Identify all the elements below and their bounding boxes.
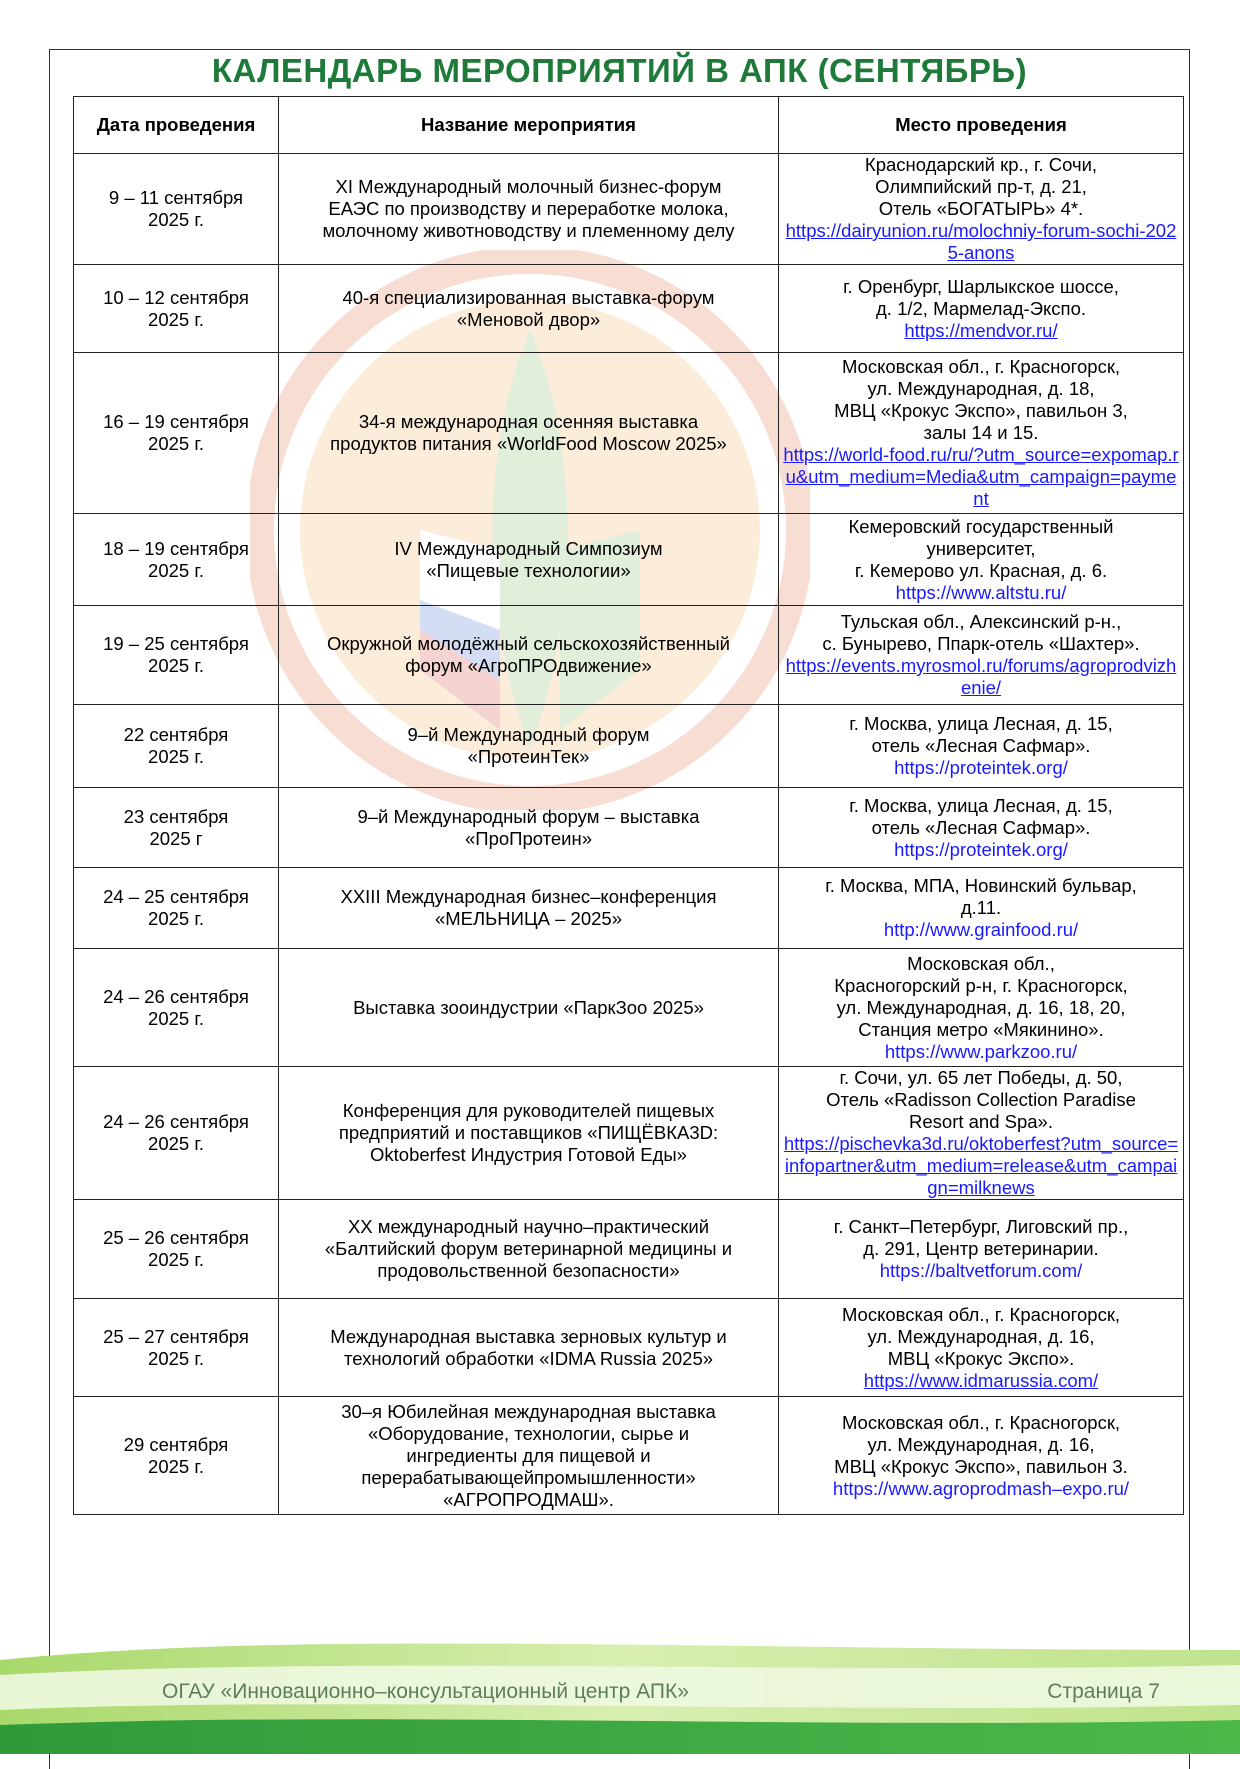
- event-name: 9–й Международный форум – выставка «ПроПротеин»: [279, 788, 779, 868]
- event-link[interactable]: https://www.agroprodmash–expo.ru/: [832, 1477, 1130, 1499]
- event-date: 24 – 26 сентября 2025 г.: [74, 1067, 279, 1200]
- event-link[interactable]: https://www.parkzoo.ru/: [884, 1040, 1078, 1062]
- table-row: [74, 1397, 1184, 1515]
- event-name: Конференция для руководителей пищевых предприятий и поставщиков «ПИЩЁВКА3D: Oktoberfest Индустрия Готовой Еды»: [279, 1067, 779, 1200]
- event-name: XX международный научно–практический «Балтийский форум ветеринарной медицины и продовольственной безопасности»: [279, 1200, 779, 1299]
- table-row: [74, 154, 1184, 265]
- event-name: Международная выставка зерновых культур и технологий обработки «IDMA Russia 2025»: [279, 1299, 779, 1397]
- event-link[interactable]: https://pischevka3d.ru/oktoberfest?utm_source=infopartner&utm_medium=release&utm_campaign=milknews: [783, 1133, 1179, 1198]
- event-date: 22 сентября 2025 г.: [74, 705, 279, 788]
- event-link[interactable]: https://world-food.ru/ru/?utm_source=expomap.ru&utm_medium=Media&utm_campaign=payment: [783, 444, 1179, 509]
- event-date: 9 – 11 сентября 2025 г.: [74, 154, 279, 265]
- event-name: Окружной молодёжный сельскохозяйственный форум «АгроПРОдвижение»: [279, 606, 779, 705]
- footer-page-number: Страница 7: [1047, 1680, 1160, 1703]
- event-name: XXIII Международная бизнес–конференция «МЕЛЬНИЦА – 2025»: [279, 868, 779, 949]
- header-name: Название мероприятия: [279, 97, 779, 154]
- event-place: г. Москва, МПА, Новинский бульвар, д.11. http://www.grainfood.ru/: [779, 868, 1184, 949]
- table-row: [74, 949, 1184, 1067]
- event-name: Выставка зооиндустрии «ПаркЗоо 2025»: [279, 949, 779, 1067]
- event-name: IV Международный Симпозиум «Пищевые технологии»: [279, 514, 779, 606]
- table-row: [74, 1067, 1184, 1200]
- events-table: [73, 96, 1184, 1515]
- table-row: [74, 265, 1184, 353]
- event-date: 10 – 12 сентября 2025 г.: [74, 265, 279, 353]
- event-date: 25 – 26 сентября 2025 г.: [74, 1200, 279, 1299]
- event-date: 18 – 19 сентября 2025 г.: [74, 514, 279, 606]
- event-link[interactable]: https://events.myrosmol.ru/forums/agroprodvizhenie/: [785, 655, 1177, 698]
- event-link[interactable]: https://www.altstu.ru/: [895, 581, 1067, 603]
- event-name: 30–я Юбилейная международная выставка «Оборудование, технологии, сырье и ингредиенты для пищевой и перерабатывающейпромышленности» «АГРОПРОДМАШ».: [279, 1397, 779, 1515]
- event-place: г. Москва, улица Лесная, д. 15, отель «Лесная Сафмар». https://proteintek.org/: [779, 788, 1184, 868]
- table-row: [74, 1200, 1184, 1299]
- table-row: [74, 1299, 1184, 1397]
- event-place: Московская обл., г. Красногорск, ул. Международная, д. 18, МВЦ «Крокус Экспо», павильон 3, залы 14 и 15. https://world-food.ru/ru/?utm_source=expomap.ru&utm_medium=Media&utm_campaign=payment: [779, 353, 1184, 514]
- event-place: Московская обл., г. Красногорск, ул. Международная, д. 16, МВЦ «Крокус Экспо». https://www.idmarussia.com/: [779, 1299, 1184, 1397]
- table-row: [74, 705, 1184, 788]
- table-row: [74, 606, 1184, 705]
- event-date: 23 сентября 2025 г: [74, 788, 279, 868]
- event-place: Кемеровский государственный университет, г. Кемерово ул. Красная, д. 6. https://www.altstu.ru/: [779, 514, 1184, 606]
- event-date: 29 сентября 2025 г.: [74, 1397, 279, 1515]
- table-row: [74, 868, 1184, 949]
- event-date: 19 – 25 сентября 2025 г.: [74, 606, 279, 705]
- table-row: [74, 788, 1184, 868]
- event-name: XI Международный молочный бизнес-форум ЕАЭС по производству и переработке молока, молочному животноводству и племенному делу: [279, 154, 779, 265]
- event-link[interactable]: https://www.idmarussia.com/: [863, 1369, 1099, 1391]
- event-name: 40-я специализированная выставка-форум «Меновой двор»: [279, 265, 779, 353]
- event-place: Московская обл., г. Красногорск, ул. Международная, д. 16, МВЦ «Крокус Экспо», павильон 3. https://www.agroprodmash–expo.ru/: [779, 1397, 1184, 1515]
- event-date: 24 – 25 сентября 2025 г.: [74, 868, 279, 949]
- event-link[interactable]: https://mendvor.ru/: [904, 319, 1058, 341]
- event-date: 16 – 19 сентября 2025 г.: [74, 353, 279, 514]
- event-place: Московская обл., Красногорский р-н, г. Красногорск, ул. Международная, д. 16, 18, 20, Станция метро «Мякинино». https://www.parkzoo.ru/: [779, 949, 1184, 1067]
- event-name: 34-я международная осенняя выставка продуктов питания «WorldFood Moscow 2025»: [279, 353, 779, 514]
- event-place: г. Сочи, ул. 65 лет Победы, д. 50, Отель «Radisson Collection Paradise Resort and Spa». https://pischevka3d.ru/oktoberfest?utm_source=infopartner&utm_medium=release&utm_campaign=milknews: [779, 1067, 1184, 1200]
- table-row: [74, 353, 1184, 514]
- event-link[interactable]: https://proteintek.org/: [894, 757, 1068, 778]
- event-link[interactable]: https://proteintek.org/: [894, 838, 1068, 860]
- header-place: Место проведения: [779, 97, 1184, 154]
- event-place: г. Москва, улица Лесная, д. 15, отель «Лесная Сафмар». https://proteintek.org/: [779, 705, 1184, 788]
- event-date: 25 – 27 сентября 2025 г.: [74, 1299, 279, 1397]
- header-date: Дата проведения: [74, 97, 279, 154]
- event-name: 9–й Международный форум «ПротеинТек»: [279, 705, 779, 788]
- event-place: г. Оренбург, Шарлыкское шоссе, д. 1/2, Мармелад-Экспо. https://mendvor.ru/: [779, 265, 1184, 353]
- table-header-row: [74, 97, 1184, 154]
- event-link[interactable]: http://www.grainfood.ru/: [883, 919, 1079, 940]
- table-row: [74, 514, 1184, 606]
- event-date: 24 – 26 сентября 2025 г.: [74, 949, 279, 1067]
- event-link[interactable]: https://dairyunion.ru/molochniy-forum-sochi-2025-anons: [785, 220, 1177, 263]
- event-link[interactable]: https://baltvetforum.com/: [879, 1260, 1083, 1281]
- event-place: Тульская обл., Алексинский р-н., с. Бунырево, Ппарк-отель «Шахтер». https://events.myrosmol.ru/forums/agroprodvizhenie/: [779, 606, 1184, 705]
- page-title: КАЛЕНДАРЬ МЕРОПРИЯТИЙ В АПК (СЕНТЯБРЬ): [211, 52, 1028, 89]
- footer-organization: ОГАУ «Инновационно–консультационный центр АПК»: [162, 1680, 689, 1703]
- event-place: Краснодарский кр., г. Сочи, Олимпийский пр-т, д. 21, Отель «БОГАТЫРЬ» 4*. https://dairyunion.ru/molochniy-forum-sochi-2025-anons: [779, 154, 1184, 265]
- event-place: г. Санкт–Петербург, Лиговский пр., д. 291, Центр ветеринарии. https://baltvetforum.com/: [779, 1200, 1184, 1299]
